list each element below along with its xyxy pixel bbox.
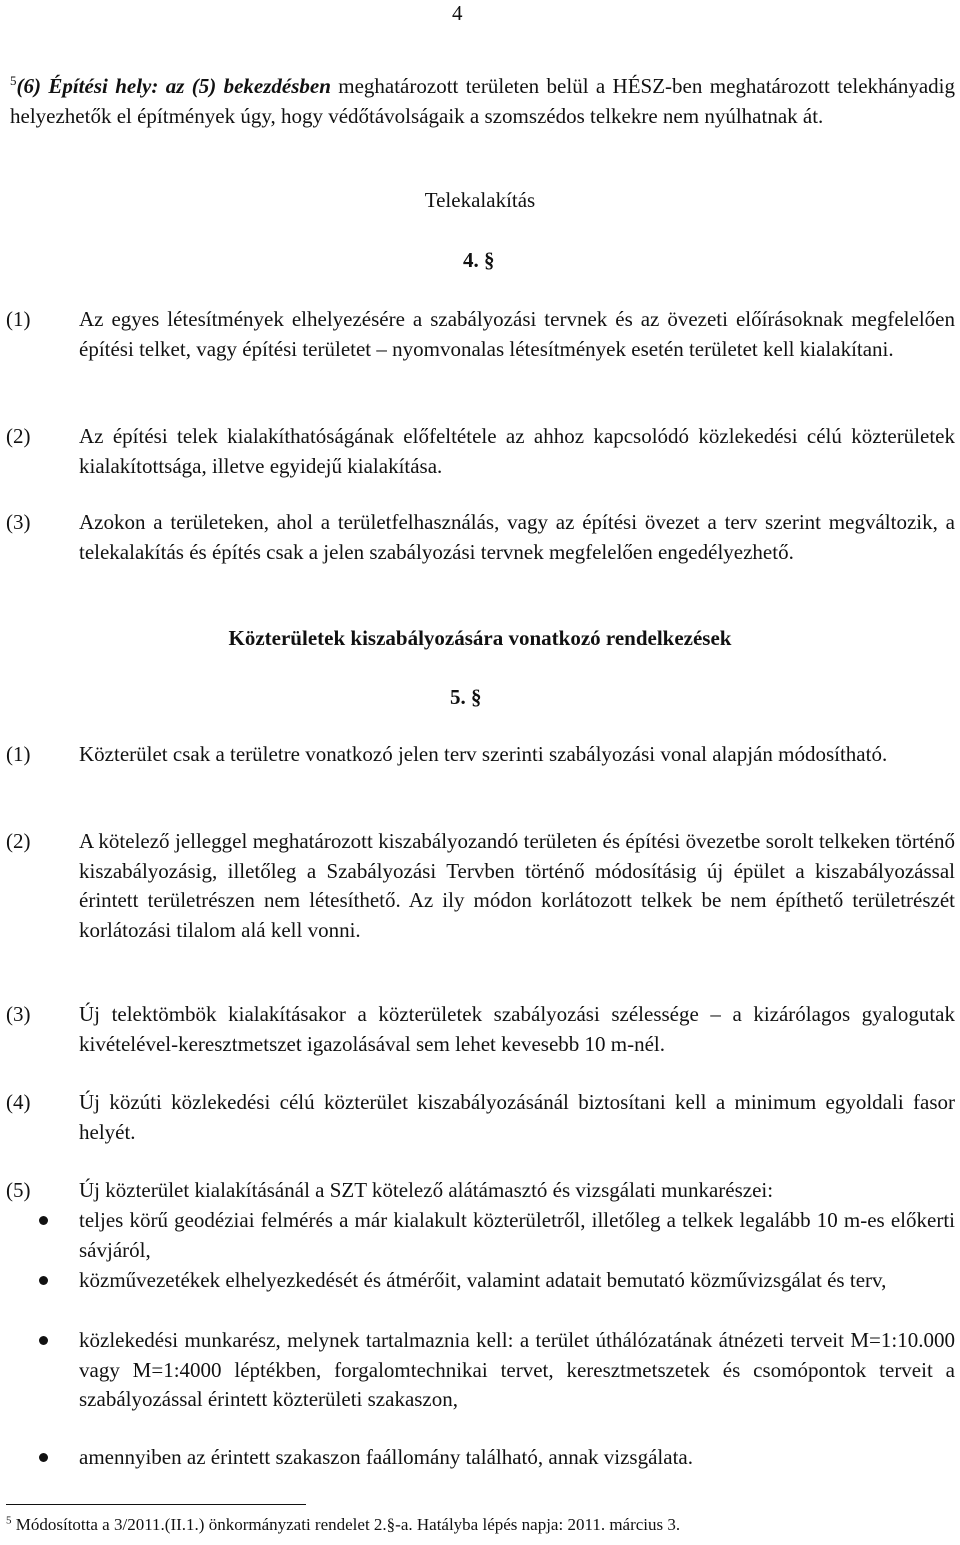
paragraph-number: (1)	[6, 742, 31, 766]
paragraph-text: Azokon a területeken, ahol a területfelhasználás, vagy az építési övezet a terv szerint megváltozik, a telekalakítás és építés csak a jelen szabályozási tervnek megfelelően engedélyezhető.	[79, 510, 955, 564]
list-item-text: közművezetékek elhelyezkedését és átmérőit, valamint adatait bemutató közművizsgálat és terv,	[79, 1268, 887, 1292]
paragraph-text: Az építési telek kialakíthatóságának előfeltétele az ahhoz kapcsolódó közlekedési célú közterületek kialakítottsága, illetve egyidejű kialakítása.	[79, 424, 955, 478]
paragraph-number: (5)	[6, 1178, 31, 1202]
bullet-icon	[39, 1336, 48, 1345]
paragraph-number: (1)	[6, 307, 31, 331]
paragraph-number: (2)	[6, 424, 31, 448]
bullet-icon	[39, 1276, 48, 1285]
paragraph-text: Az egyes létesítmények elhelyezésére a szabályozási tervnek és az övezeti előírásoknak megfelelően építési telket, vagy építési területet – nyomvonalas létesítmények esetén területet kell kialakítani.	[79, 307, 955, 361]
footnote-ref: 5	[10, 73, 17, 88]
section-title-telekalakitas: Telekalakítás	[424, 188, 536, 212]
paragraph-text: Új közúti közlekedési célú közterület kiszabályozásánál biztosítani kell a minimum egyoldali fasor helyét.	[79, 1090, 955, 1144]
section-title-kozteruletek: Közterületek kiszabályozására vonatkozó rendelkezések	[228, 626, 732, 650]
paragraph-number: (3)	[6, 1002, 31, 1026]
intro-text: meghatározott területen belül a HÉSZ-ben meghatározott telekhányadig helyezhetők el építmények úgy, hogy védőtávolságaik a szomszédos telkekre nem nyúlhatnak át.	[10, 74, 955, 128]
list-item-text: teljes körű geodéziai felmérés a már kialakult közterületről, illetőleg a telkek legalább 10 m-es előkerti sávjáról,	[79, 1208, 955, 1262]
list-item-text: közlekedési munkarész, melynek tartalmaznia kell: a terület úthálózatának átnézeti terveit M=1:10.000 vagy M=1:4000 léptékben, forgalomtechnikai tervet, keresztmetszetek és csomópontok terveit a szabályozással érintett közterületi szakaszon,	[79, 1328, 955, 1411]
section-mark-5: 5. §	[450, 685, 482, 709]
paragraph-text: Közterület csak a területre vonatkozó jelen terv szerinti szabályozási vonal alapján módosítható.	[79, 742, 888, 766]
paragraph-number: (4)	[6, 1090, 31, 1114]
paragraph-number: (3)	[6, 510, 31, 534]
paragraph-number: (2)	[6, 829, 31, 853]
intro-bold-prefix: (6) Építési hely: az (5) bekezdésben	[16, 74, 331, 98]
bullet-icon	[39, 1453, 48, 1462]
paragraph-text: Új telektömbök kialakításakor a közterületek szabályozási szélessége – a kizárólagos gyalogutak kivételével-keresztmetszet igazolásával sem lehet kevesebb 10 m-nél.	[79, 1002, 955, 1056]
footnote-text: Módosította a 3/2011.(II.1.) önkormányzati rendelet 2.§-a. Hatályba lépés napja: 2011. március 3.	[11, 1515, 681, 1534]
intro-paragraph	[10, 72, 955, 131]
footnote-divider	[6, 1504, 306, 1505]
paragraph-text: A kötelező jelleggel meghatározott kiszabályozandó területen és építési övezetbe sorolt telkeken történő kiszabályozásig, illetőleg a Szabályozási Tervben történő módosításig új épület a kiszabályozással érintett területrészen nem létesíthető. Az ily módon korlátozott telkek be nem építhető területrészét korlátozási tilalom alá kell vonni.	[79, 829, 955, 942]
list-item-text: amennyiben az érintett szakaszon faállomány található, annak vizsgálata.	[79, 1445, 693, 1469]
paragraph-text: Új közterület kialakításánál a SZT kötelező alátámasztó és vizsgálati munkarészei:	[79, 1178, 774, 1202]
section-mark-4: 4. §	[463, 248, 495, 272]
bullet-icon	[39, 1216, 48, 1225]
footnote-number: 5	[6, 1514, 12, 1527]
footnote	[6, 1513, 946, 1537]
page-number: 4	[452, 1, 463, 25]
